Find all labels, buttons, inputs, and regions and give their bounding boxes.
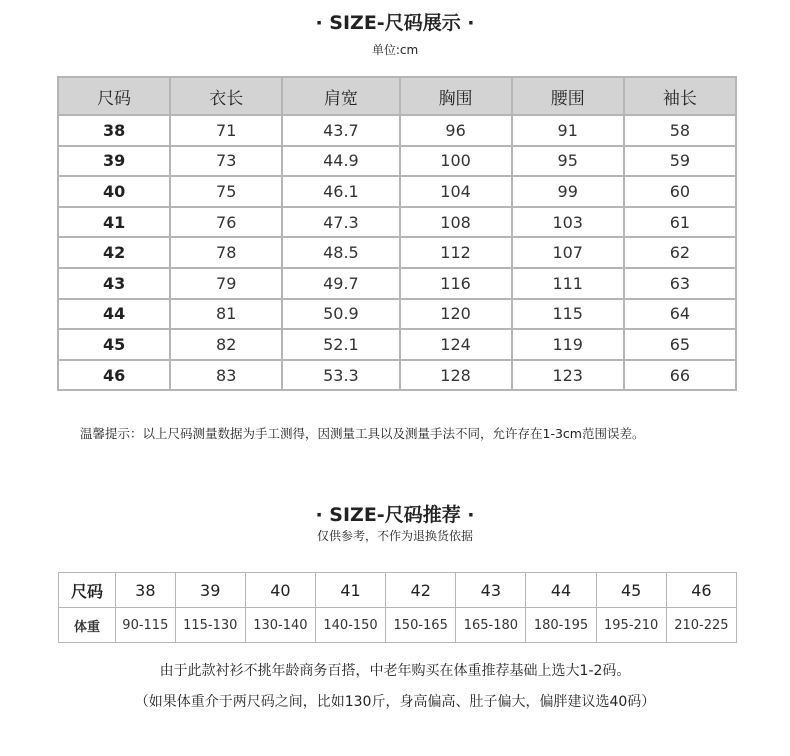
size-cell: 46 [58, 360, 170, 391]
recommend-size-cell: 45 [596, 573, 666, 608]
measurement-cell: 119 [512, 329, 624, 360]
header-sleeve: 袖长 [624, 77, 736, 115]
size-chart-table [57, 76, 737, 391]
recommend-weight-cell: 140-150 [315, 608, 385, 643]
measurement-cell: 47.3 [282, 207, 399, 238]
header-waist: 腰围 [512, 77, 624, 115]
size-cell: 39 [58, 146, 170, 177]
measurement-cell: 59 [624, 146, 736, 177]
measurement-cell: 82 [170, 329, 282, 360]
recommend-weight-cell: 150-165 [386, 608, 456, 643]
measurement-cell: 120 [400, 299, 512, 330]
size-cell: 43 [58, 268, 170, 299]
table-row [58, 299, 736, 330]
measurement-cell: 66 [624, 360, 736, 391]
footnote-1: 由于此款衬衫不挑年龄商务百搭，中老年购买在体重推荐基础上选大1-2码。 [159, 663, 631, 679]
recommend-size-cell: 44 [526, 573, 596, 608]
measurement-cell: 108 [400, 207, 512, 238]
size-cell: 38 [58, 115, 170, 146]
measurement-cell: 91 [512, 115, 624, 146]
recommend-size-cell: 43 [456, 573, 526, 608]
recommend-size-row [59, 573, 737, 608]
size-cell: 40 [58, 176, 170, 207]
recommend-size-cell: 39 [175, 573, 245, 608]
header-size: 尺码 [58, 77, 170, 115]
recommend-weight-label: 体重 [59, 608, 116, 643]
table-row [58, 360, 736, 391]
size-recommend-subtitle: 仅供参考，不作为退换货依据 [316, 529, 473, 543]
measurement-cell: 46.1 [282, 176, 399, 207]
measurement-cell: 43.7 [282, 115, 399, 146]
measurement-cell: 73 [170, 146, 282, 177]
measurement-cell: 124 [400, 329, 512, 360]
measurement-cell: 65 [624, 329, 736, 360]
measurement-note: 温馨提示：以上尺码测量数据为手工测得，因测量工具以及测量手法不同，允许存在1-3cm范围误差。 [80, 426, 645, 441]
measurement-cell: 83 [170, 360, 282, 391]
recommend-size-cell: 41 [315, 573, 385, 608]
recommend-weight-cell: 210-225 [666, 608, 736, 643]
measurement-cell: 61 [624, 207, 736, 238]
measurement-cell: 60 [624, 176, 736, 207]
table-row [58, 329, 736, 360]
recommend-size-cell: 40 [245, 573, 315, 608]
recommend-weight-cell: 90-115 [116, 608, 176, 643]
size-recommend-table [58, 572, 737, 643]
recommend-size-cell: 46 [666, 573, 736, 608]
size-cell: 44 [58, 299, 170, 330]
recommend-size-cell: 42 [386, 573, 456, 608]
recommend-weight-cell: 165-180 [456, 608, 526, 643]
measurement-cell: 75 [170, 176, 282, 207]
measurement-cell: 62 [624, 237, 736, 268]
measurement-cell: 128 [400, 360, 512, 391]
recommend-weight-row [59, 608, 737, 643]
size-cell: 42 [58, 237, 170, 268]
size-cell: 45 [58, 329, 170, 360]
size-chart-title: · SIZE-尺码展示 · [315, 12, 475, 34]
measurement-cell: 71 [170, 115, 282, 146]
recommend-size-label: 尺码 [59, 573, 116, 608]
header-shoulder: 肩宽 [282, 77, 399, 115]
header-chest: 胸围 [400, 77, 512, 115]
measurement-cell: 50.9 [282, 299, 399, 330]
table-row [58, 176, 736, 207]
measurement-cell: 116 [400, 268, 512, 299]
size-cell: 41 [58, 207, 170, 238]
measurement-cell: 44.9 [282, 146, 399, 177]
measurement-cell: 76 [170, 207, 282, 238]
recommend-size-cell: 38 [116, 573, 176, 608]
table-row [58, 237, 736, 268]
measurement-cell: 99 [512, 176, 624, 207]
table-row [58, 268, 736, 299]
measurement-cell: 103 [512, 207, 624, 238]
measurement-cell: 52.1 [282, 329, 399, 360]
size-recommend-title: · SIZE-尺码推荐 · [315, 504, 475, 526]
measurement-cell: 95 [512, 146, 624, 177]
footnote-2: （如果体重介于两尺码之间，比如130斤，身高偏高、肚子偏大，偏胖建议选40码） [134, 694, 656, 710]
measurement-cell: 115 [512, 299, 624, 330]
measurement-cell: 58 [624, 115, 736, 146]
measurement-cell: 100 [400, 146, 512, 177]
measurement-cell: 111 [512, 268, 624, 299]
measurement-cell: 63 [624, 268, 736, 299]
table-row [58, 115, 736, 146]
recommend-weight-cell: 130-140 [245, 608, 315, 643]
table-row [58, 207, 736, 238]
measurement-cell: 49.7 [282, 268, 399, 299]
recommend-weight-cell: 195-210 [596, 608, 666, 643]
size-chart-header-row [58, 77, 736, 115]
measurement-cell: 53.3 [282, 360, 399, 391]
measurement-cell: 123 [512, 360, 624, 391]
measurement-cell: 78 [170, 237, 282, 268]
measurement-cell: 112 [400, 237, 512, 268]
measurement-cell: 81 [170, 299, 282, 330]
table-row [58, 146, 736, 177]
recommend-weight-cell: 115-130 [175, 608, 245, 643]
measurement-cell: 64 [624, 299, 736, 330]
measurement-cell: 104 [400, 176, 512, 207]
header-length: 衣长 [170, 77, 282, 115]
measurement-cell: 96 [400, 115, 512, 146]
measurement-cell: 107 [512, 237, 624, 268]
unit-label: 单位:cm [371, 43, 419, 57]
recommend-weight-cell: 180-195 [526, 608, 596, 643]
measurement-cell: 79 [170, 268, 282, 299]
measurement-cell: 48.5 [282, 237, 399, 268]
